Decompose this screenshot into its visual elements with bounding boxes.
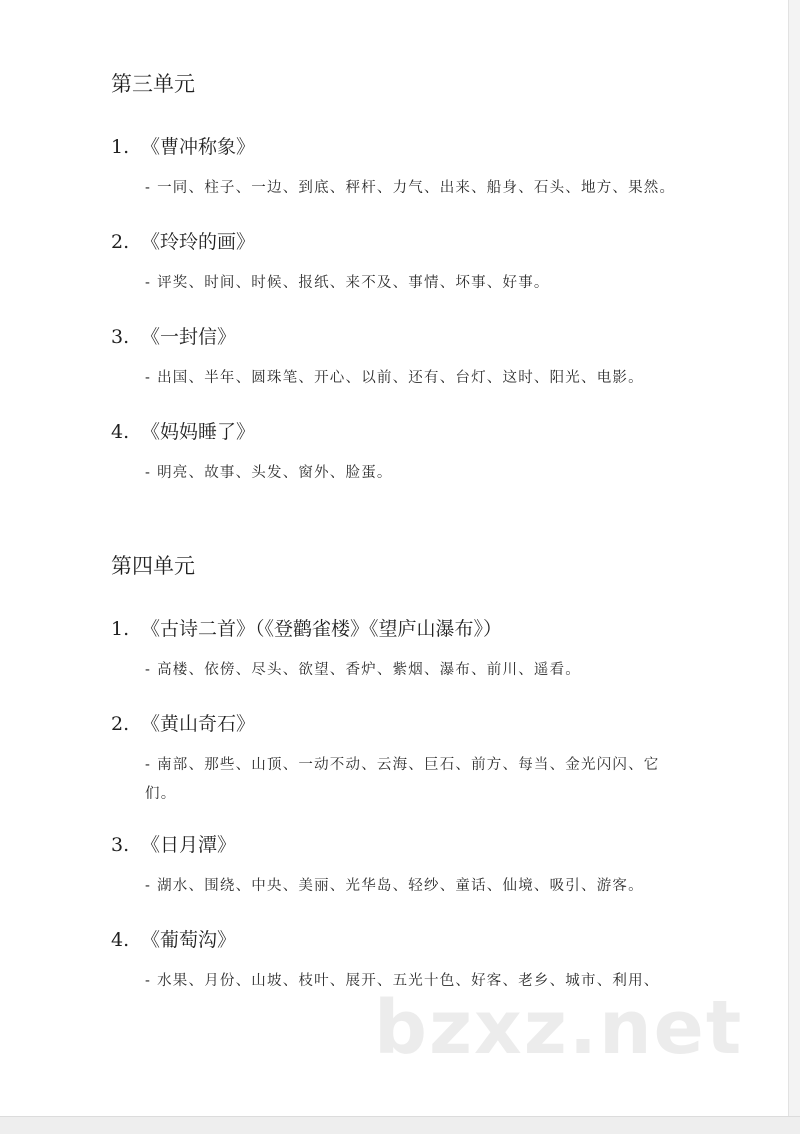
lesson-number: 4. bbox=[111, 929, 130, 951]
word-list: 高楼、依傍、尽头、欲望、香炉、紫烟、瀑布、前川、遥看。 bbox=[157, 662, 582, 678]
lesson-number: 2. bbox=[111, 713, 130, 735]
unit-4-lesson-2-words bbox=[145, 751, 685, 809]
lesson-title: 《黄山奇石》 bbox=[141, 713, 256, 735]
unit-3-lesson-3-title bbox=[111, 322, 236, 349]
unit-4-lesson-3-title bbox=[111, 830, 236, 857]
page-right-edge bbox=[788, 0, 800, 1134]
unit-3-lesson-2-words bbox=[145, 269, 685, 298]
unit-3-title: 第三单元 bbox=[111, 72, 195, 96]
lesson-number: 4. bbox=[111, 421, 130, 443]
lesson-title: 《葡萄沟》 bbox=[141, 929, 237, 951]
unit-4-title: 第四单元 bbox=[111, 554, 195, 578]
unit-4-lesson-1-words bbox=[145, 656, 685, 685]
unit-4-lesson-1-title bbox=[111, 614, 502, 641]
unit-3-lesson-3-words bbox=[145, 364, 685, 393]
lesson-title: 《妈妈睡了》 bbox=[141, 421, 256, 443]
unit-3-lesson-4-title bbox=[111, 417, 255, 444]
lesson-number: 3. bbox=[111, 834, 130, 856]
unit-4-lesson-2-title bbox=[111, 709, 255, 736]
bullet-dash: - bbox=[145, 973, 152, 989]
bullet-dash: - bbox=[145, 878, 152, 894]
unit-4-lesson-3-words bbox=[145, 872, 685, 901]
word-list: 出国、半年、圆珠笔、开心、以前、还有、台灯、这时、阳光、电影。 bbox=[157, 370, 644, 386]
word-list: 水果、月份、山坡、枝叶、展开、五光十色、好客、老乡、城市、利用、 bbox=[157, 973, 660, 989]
lesson-number: 1. bbox=[111, 618, 130, 640]
lesson-title: 《一封信》 bbox=[141, 326, 237, 348]
word-list: 明亮、故事、头发、窗外、脸蛋。 bbox=[157, 465, 393, 481]
page-bottom-edge bbox=[0, 1116, 800, 1134]
word-list: 湖水、围绕、中央、美丽、光华岛、轻纱、童话、仙境、吸引、游客。 bbox=[157, 878, 644, 894]
lesson-number: 3. bbox=[111, 326, 130, 348]
bullet-dash: - bbox=[145, 370, 152, 386]
lesson-title: 《曹冲称象》 bbox=[141, 136, 256, 158]
unit-4-lesson-4-title bbox=[111, 925, 236, 952]
bullet-dash: - bbox=[145, 662, 152, 678]
bullet-dash: - bbox=[145, 180, 152, 196]
lesson-title: 《日月潭》 bbox=[141, 834, 237, 856]
lesson-title: 《玲玲的画》 bbox=[141, 231, 256, 253]
word-list: 南部、那些、山顶、一动不动、云海、巨石、前方、每当、金光闪闪、它们。 bbox=[145, 757, 660, 802]
bullet-dash: - bbox=[145, 465, 152, 481]
unit-3-lesson-4-words bbox=[145, 459, 685, 488]
unit-3-lesson-1-title bbox=[111, 132, 255, 159]
word-list: 一同、柱子、一边、到底、秤杆、力气、出来、船身、石头、地方、果然。 bbox=[157, 180, 676, 196]
unit-3-lesson-1-words bbox=[145, 174, 685, 203]
bullet-dash: - bbox=[145, 757, 152, 773]
bullet-dash: - bbox=[145, 275, 152, 291]
word-list: 评奖、时间、时候、报纸、来不及、事情、坏事、好事。 bbox=[157, 275, 550, 291]
watermark: bzxz.net bbox=[374, 985, 744, 1071]
lesson-number: 2. bbox=[111, 231, 130, 253]
lesson-number: 1. bbox=[111, 136, 130, 158]
unit-3-lesson-2-title bbox=[111, 227, 255, 254]
lesson-title: 《古诗二首》（《登鹳雀楼》《望庐山瀑布》） bbox=[141, 618, 503, 640]
